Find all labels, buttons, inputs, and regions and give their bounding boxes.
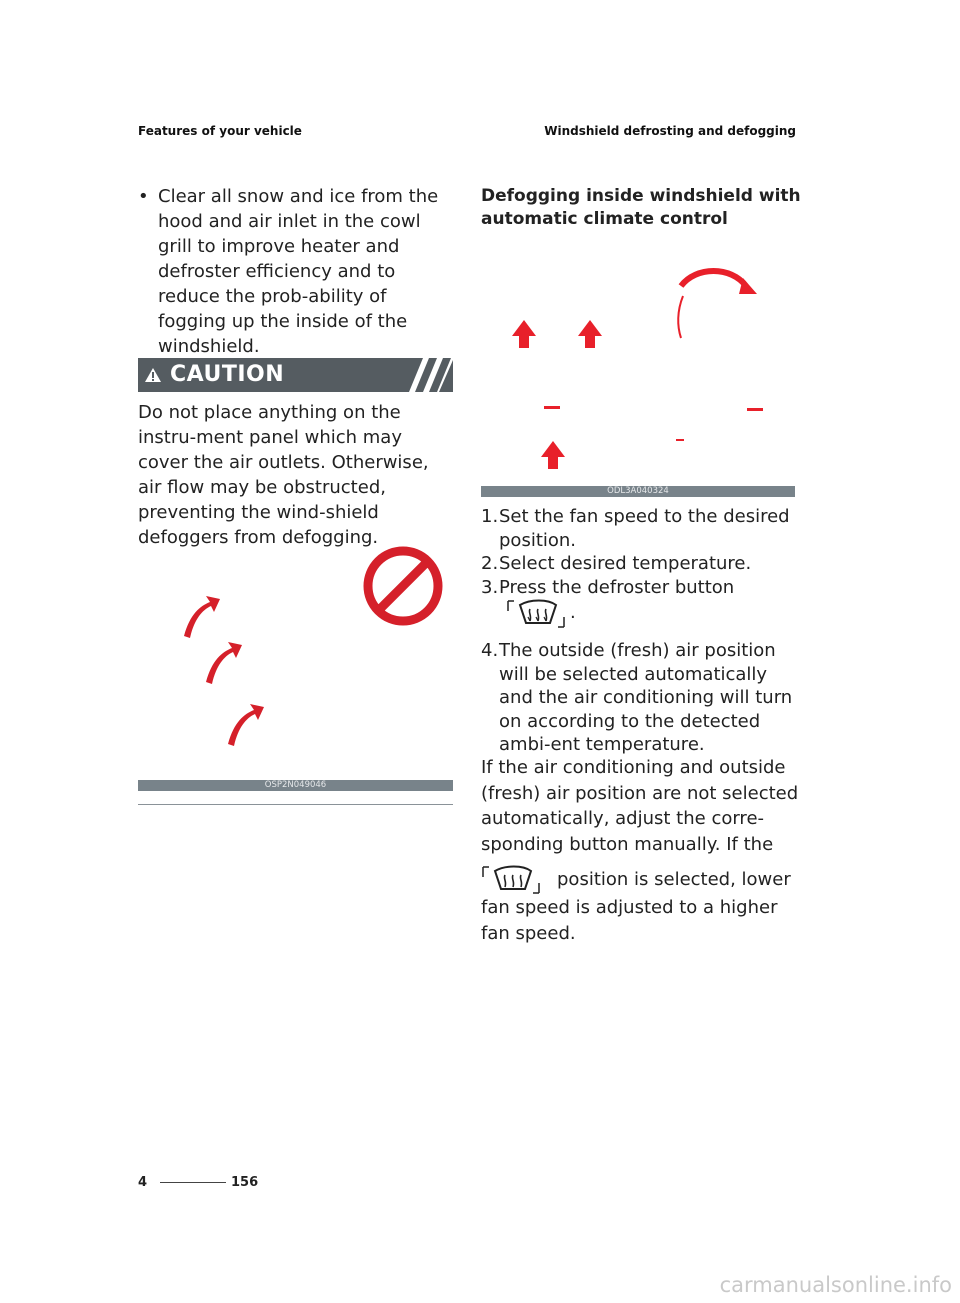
figure-defogging-airflow [481, 256, 795, 484]
list-item: 1. Set the fan speed to the desired position. [481, 506, 790, 551]
figure1-caption: OSP2N049046 [138, 780, 453, 791]
figure2-caption: ODL3A040324 [481, 486, 795, 497]
list-item: 3. Press the defroster button [481, 576, 735, 598]
circulation-arrow-icon [681, 271, 746, 286]
para-text-part1: If the air conditioning and outside (fresh) air position are not selected automatically, adjust the corre-sponding button manually. If the [481, 757, 799, 855]
bullet-marker: • [138, 186, 149, 207]
section-divider [138, 804, 453, 805]
section-heading: Defogging inside windshield with automatic climate control [481, 186, 801, 229]
figure2-illustration [481, 256, 795, 484]
airflow-arrow-icon [184, 596, 264, 746]
footer-page-number: 156 [231, 1175, 259, 1190]
caution-label: CAUTION [170, 362, 285, 387]
footer-rule [160, 1182, 226, 1183]
running-header-section: Windshield defrosting and defogging [544, 124, 796, 138]
list-item: 2. Select desired temperature. [481, 553, 752, 574]
defroster-icon [481, 865, 547, 895]
footer-chapter-number: 4 [138, 1175, 148, 1190]
caution-text: Do not place anything on the instru-ment panel which may cover the air outlets. Otherwise, air flow may be obstructed, preventing the wind-shield defoggers from defogging. [138, 402, 429, 548]
manual-adjust-paragraph [481, 755, 801, 946]
figure-air-outlets-blocked [138, 536, 453, 778]
up-arrow-icon [512, 320, 602, 469]
running-header-chapter: Features of your vehicle [138, 124, 302, 138]
para-text-part2: position is selected, lower fan speed is adjusted to a higher fan speed. [481, 869, 791, 944]
vent-mark [544, 406, 560, 409]
defrost-button-reference [481, 599, 801, 639]
bullet-item [138, 184, 454, 359]
warning-triangle-icon [144, 367, 162, 383]
figure1-illustration [138, 536, 453, 778]
bullet-text: Clear all snow and ice from the hood and air inlet in the cowl grill to improve heater and defroster efficiency and to reduce the prob-ability of fogging up the inside of the windshield. [158, 186, 439, 357]
caution-banner [138, 358, 453, 392]
list-item: 4. The outside (fresh) air position will be selected automatically and the air conditioning will turn on according to the detected ambi-ent temperature. [481, 640, 793, 755]
defroster-icon [506, 599, 572, 629]
watermark: carmanualsonline.info [719, 1273, 952, 1297]
caution-stripes [393, 358, 453, 392]
steps-list [481, 505, 801, 757]
defrost-suffix: . [570, 602, 576, 623]
